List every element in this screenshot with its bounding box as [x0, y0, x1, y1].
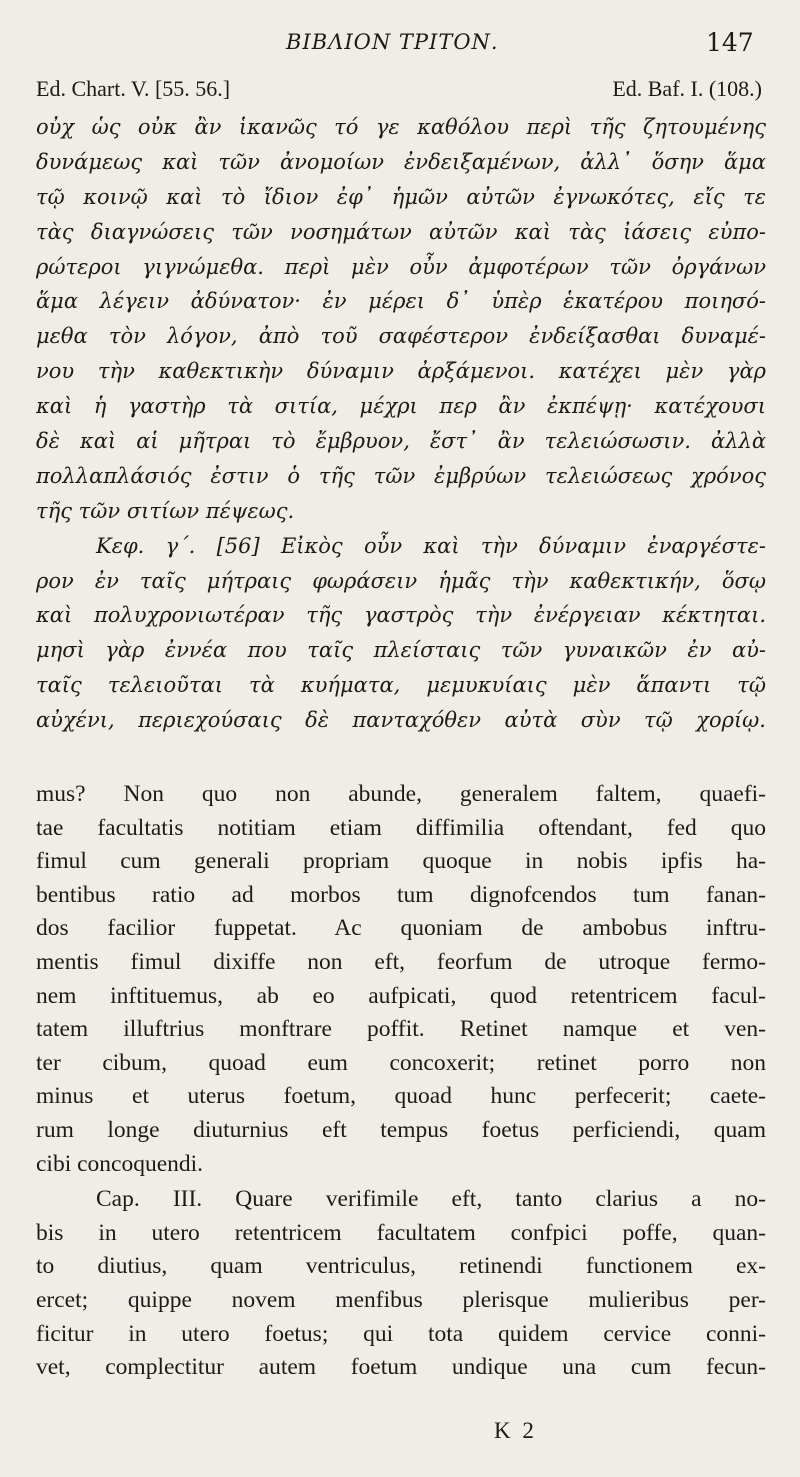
- page-number: 147: [706, 28, 754, 57]
- latin-line: vet, complectitur autem foetum undique una cum fecun-: [36, 1354, 766, 1381]
- edition-chart-reference: Ed. Chart. V. [55. 56.]: [36, 76, 231, 101]
- greek-line: τῆς τῶν σιτίων πέψεως.: [36, 498, 295, 523]
- greek-line: δυνάμεως καὶ τῶν ἀνομοίων ἐνδειξαμένων, ἀλλ᾽ ὅσην ἅμα: [36, 149, 766, 174]
- latin-line: ter cibum, quoad eum concoxerit; retinet porro non: [36, 1049, 766, 1076]
- greek-line: ρώτεροι γιγνώμεθα. περὶ μὲν οὖν ἀμφοτέρων τῶν ὀργάνων: [36, 254, 766, 279]
- latin-text-block: [36, 778, 766, 1385]
- latin-line: ercet; quippe novem menfibus plerisque mulieribus per-: [36, 1286, 766, 1313]
- latin-line: to diutius, quam ventriculus, retinendi functionem ex-: [36, 1253, 766, 1280]
- latin-line: fimul cum generali propriam quoque in nobis ipfis ha-: [36, 848, 766, 875]
- greek-line: νου τὴν καθεκτικὴν δύναμιν ἀρξάμενοι. κατέχει μὲν γὰρ: [36, 359, 766, 384]
- greek-line: ρον ἐν ταῖς μήτραις φωράσειν ἡμᾶς τὴν καθεκτικήν, ὅσῳ: [36, 568, 766, 593]
- latin-line: bis in utero retentricem facultatem confpici poffe, quan-: [36, 1219, 766, 1246]
- greek-line: καὶ ἡ γαστὴρ τὰ σιτία, μέχρι περ ἂν ἐκπέψῃ· κατέχουσι: [36, 394, 766, 419]
- greek-line: δὲ καὶ αἱ μῆτραι τὸ ἔμβρυον, ἔστ᾽ ἂν τελειώσωσιν. ἀλλὰ: [36, 429, 766, 454]
- greek-line: ἅμα λέγειν ἀδύνατον· ἐν μέρει δ᾽ ὑπὲρ ἑκατέρου ποιησό-: [36, 289, 766, 314]
- greek-line: καὶ πολυχρονιωτέραν τῆς γαστρὸς τὴν ἐνέργειαν κέκτηται.: [36, 603, 766, 628]
- greek-line: ταῖς τελειοῦται τὰ κυήματα, μεμυκυίαις μὲν ἅπαντι τῷ: [36, 673, 766, 698]
- greek-line: τῷ κοινῷ καὶ τὸ ἴδιον ἐφ᾽ ἡμῶν αὐτῶν ἐγνωκότες, εἴς τε: [36, 184, 766, 209]
- latin-line: tatem illuftrius monftrare poffit. Retinet namque et ven-: [36, 1016, 766, 1043]
- latin-line: rum longe diuturnius eft tempus foetus perficiendi, quam: [36, 1116, 766, 1143]
- latin-line: nem inftituemus, ab eo aufpicati, quod retentricem facul-: [36, 982, 766, 1009]
- edition-basel-reference: Ed. Baf. I. (108.): [612, 76, 762, 101]
- latin-line: minus et uterus foetum, quoad hunc perfecerit; caete-: [36, 1083, 766, 1110]
- running-title: BIBΛΙΟΝ ΤΡΙΤΟΝ.: [286, 30, 499, 54]
- latin-chapter-heading-line: Cap. III. Quare verifimile eft, tanto clarius a no-: [96, 1186, 766, 1213]
- greek-line: αὐχένι, περιεχούσαις δὲ πανταχόθεν αὐτὰ σὺν τῷ χορίῳ.: [36, 708, 766, 733]
- latin-line: dos facilior fuppetat. Ac quoniam de ambobus inftru-: [36, 915, 766, 942]
- greek-chapter-heading-line: Κεφ. γ΄. [56] Εἰκὸς οὖν καὶ τὴν δύναμιν ἐναργέστε-: [96, 533, 766, 558]
- latin-line: mentis fimul dixiffe non eft, feorfum de utroque fermo-: [36, 948, 766, 975]
- greek-line: μησὶ γὰρ ἐννέα που ταῖς πλείσταις τῶν γυναικῶν ἐν αὐ-: [36, 638, 766, 663]
- latin-line: tae facultatis notitiam etiam diffimilia oftendant, fed quo: [36, 814, 766, 841]
- running-head: [0, 28, 800, 64]
- latin-line: ficitur in utero foetus; qui tota quidem cervice conni-: [36, 1320, 766, 1347]
- greek-line: πολλαπλάσιός ἐστιν ὁ τῆς τῶν ἐμβρύων τελειώσεως χρόνος: [36, 463, 766, 488]
- edition-references: [36, 76, 762, 104]
- greek-text-block: [36, 110, 766, 738]
- printer-signature-mark: K 2: [494, 1418, 537, 1443]
- greek-line: οὐχ ὡς οὐκ ἂν ἱκανῶς τό γε καθόλου περὶ τῆς ζητουμένης: [36, 115, 766, 139]
- greek-line: μεθα τὸν λόγον, ἀπὸ τοῦ σαφέστερον ἐνδείξασθαι δυναμέ-: [36, 324, 766, 349]
- latin-line: bentibus ratio ad morbos tum dignofcendos tum fanan-: [36, 881, 766, 908]
- latin-line: cibi concoquendi.: [36, 1150, 204, 1177]
- greek-line: τὰς διαγνώσεις τῶν νοσημάτων αὐτῶν καὶ τὰς ἰάσεις εὐπο-: [36, 219, 766, 244]
- latin-line: mus? Non quo non abunde, generalem faltem, quaefi-: [36, 781, 766, 807]
